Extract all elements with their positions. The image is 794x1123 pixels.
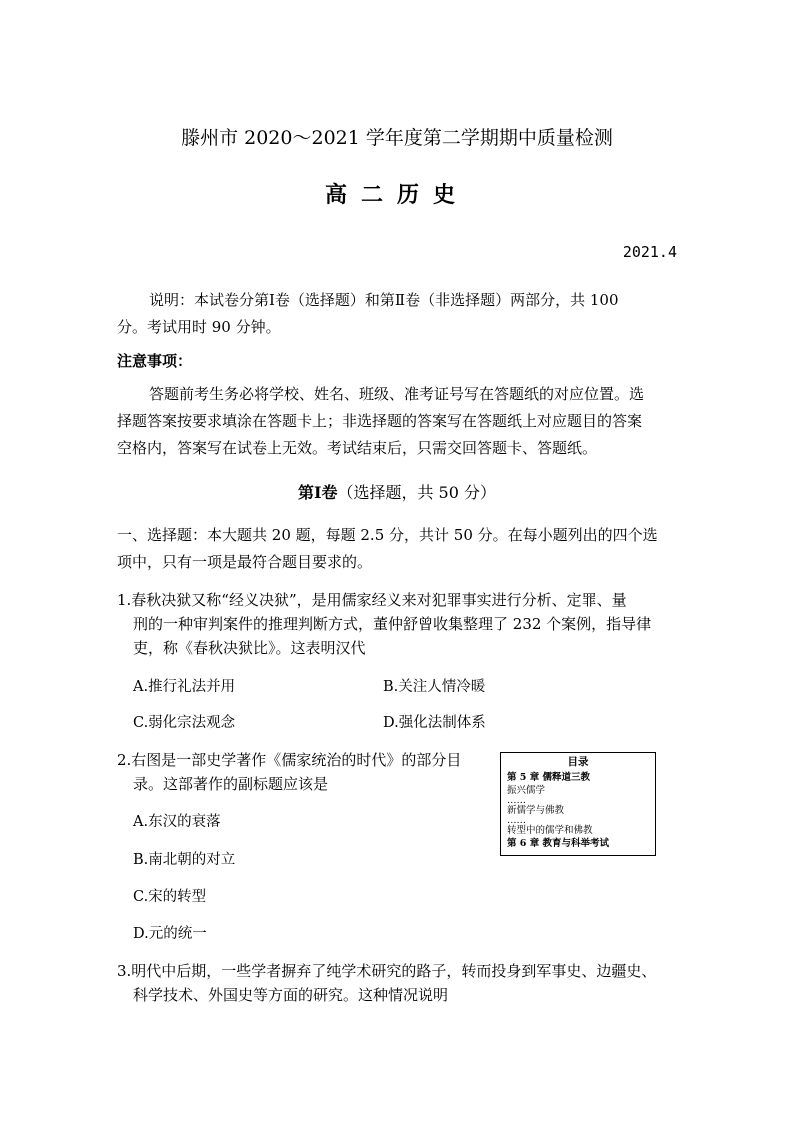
toc-item: …… bbox=[507, 817, 526, 824]
instructions-line-2: 分。考试用时 90 分钟。 bbox=[117, 318, 281, 336]
question-2-line-2: 录。这部著作的副标题应该是 bbox=[133, 775, 329, 793]
question-2-option-d: D.元的统一 bbox=[133, 926, 207, 942]
question-2-option-a: A.东汉的衰落 bbox=[133, 814, 221, 830]
section-intro-line-1: 一、选择题：本大题共 20 题，每题 2.5 分，共计 50 分。在每小题列出的四个选 bbox=[117, 526, 658, 544]
section-intro-line-2: 项中，只有一项是最符合题目要求的。 bbox=[117, 553, 373, 571]
question-3-line-1: 3.明代中后期，一些学者摒弃了纯学术研究的路子，转而投身到军事史、边疆史、 bbox=[117, 962, 657, 980]
question-1-option-c: C.弱化宗法观念 bbox=[133, 715, 236, 731]
toc-item: 新儒学与佛教 bbox=[507, 805, 565, 816]
exam-title: 滕州市 2020～2021 学年度第二学期期中质量检测 bbox=[181, 127, 613, 149]
notice-line-2: 择题答案按要求填涂在答题卡上；非选择题的答案写在答题纸上对应题目的答案 bbox=[117, 412, 643, 430]
question-1-line-2: 刑的一种审判案件的推理判断方式，董仲舒曾收集整理了 232 个案例，指导律 bbox=[133, 615, 652, 633]
table-of-contents-figure bbox=[500, 752, 656, 856]
instructions-line-1: 说明：本试卷分第Ⅰ卷（选择题）和第Ⅱ卷（非选择题）两部分，共 100 bbox=[149, 291, 619, 309]
toc-item: 振兴儒学 bbox=[507, 785, 546, 796]
question-1-line-3: 吏，称《春秋决狱比》。这表明汉代 bbox=[133, 639, 366, 657]
question-2-line-1: 2.右图是一部史学著作《儒家统治的时代》的部分目 bbox=[117, 751, 462, 769]
exam-date: 2021.4 bbox=[622, 243, 677, 261]
toc-item: …… bbox=[507, 797, 526, 804]
question-1-option-b: B.关注人情冷暖 bbox=[383, 679, 486, 695]
question-2-option-b: B.南北朝的对立 bbox=[133, 852, 236, 868]
subject-title: 高二历史 bbox=[324, 182, 469, 208]
question-1-line-1: 1.春秋决狱又称“经义决狱”，是用儒家经义来对犯罪事实进行分析、定罪、量 bbox=[117, 591, 627, 609]
notice-body bbox=[117, 381, 677, 462]
question-3-line-2: 科学技术、外国史等方面的研究。这种情况说明 bbox=[133, 986, 449, 1004]
question-1-option-a: A.推行礼法并用 bbox=[133, 679, 236, 695]
toc-heading: 目录 bbox=[567, 756, 589, 768]
section-title-rest: （选择题，共 50 分） bbox=[337, 483, 497, 502]
section-intro bbox=[117, 522, 677, 576]
toc-item: 转型中的儒学和佛教 bbox=[507, 825, 593, 836]
section-title bbox=[0, 480, 794, 503]
toc-item: 第 5 章 儒释道三教 bbox=[507, 772, 591, 783]
section-title-bold: 第Ⅰ卷 bbox=[297, 483, 338, 502]
question-1-option-d: D.强化法制体系 bbox=[383, 715, 486, 731]
toc-item: 第 6 章 教育与科举考试 bbox=[507, 838, 610, 849]
question-2-option-c: C.宋的转型 bbox=[133, 889, 207, 905]
instructions bbox=[117, 287, 677, 341]
notice-line-1: 答题前考生务必将学校、姓名、班级、准考证号写在答题纸的对应位置。选 bbox=[149, 385, 645, 403]
notice-line-3: 空格内，答案写在试卷上无效。考试结束后，只需交回答题卡、答题纸。 bbox=[117, 439, 598, 457]
notice-heading: 注意事项： bbox=[117, 352, 193, 370]
